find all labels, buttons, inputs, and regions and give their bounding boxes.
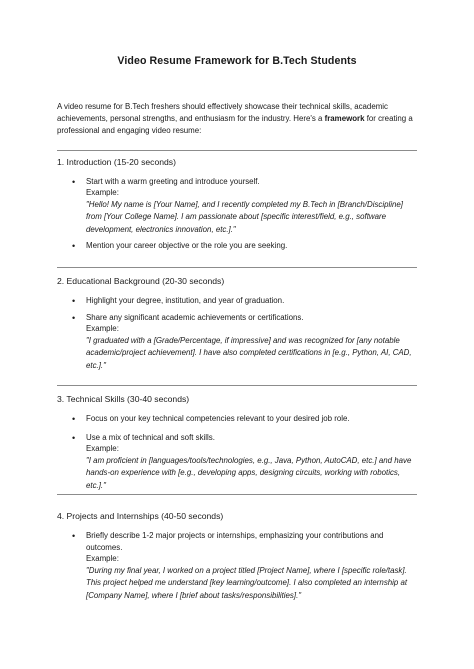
example-quote: "Hello! My name is [Your Name], and I recently completed my B.Tech in [Branch/Discipline] from [Your College Name]. I am passionate about [specific interest/field, e.g., software development, electronics innovation, etc.]." [86, 200, 403, 234]
bullet-icon: • [72, 433, 76, 443]
example-label: Example: [86, 444, 119, 453]
bullet-icon: • [72, 531, 76, 541]
example-block [86, 323, 416, 372]
example-quote: "I graduated with a [Grade/Percentage, if impressive] and was recognized for [any notable academic/project achievement]. I have also completed certifications in [e.g., Python, AI, CAD, etc.]." [86, 336, 412, 370]
intro-bold-text: framework [324, 114, 365, 124]
bullet-icon: • [72, 241, 76, 251]
list-item: Use a mix of technical and soft skills. [86, 433, 215, 442]
example-label: Example: [86, 324, 119, 333]
example-quote: "During my final year, I worked on a project titled [Project Name], where I [specific role/task]. This project helped me understand [key learning/outcome]. I also completed an internship at [Company Name], where I [brief about tasks/responsibilities]." [86, 566, 408, 600]
list-item: Mention your career objective or the role you are seeking. [86, 241, 288, 250]
example-quote: "I am proficient in [languages/tools/technologies, e.g., Java, Python, AutoCAD, etc.] and have hands-on experience with [e.g., developing apps, designing circuits, working with robotics, etc.]." [86, 456, 412, 490]
section-divider [57, 267, 417, 268]
bullet-icon: • [72, 296, 76, 306]
bullet-icon: • [72, 177, 76, 187]
section-heading-technical-skills: 3. Technical Skills (30-40 seconds) [57, 394, 190, 404]
bullet-icon: • [72, 414, 76, 424]
example-label: Example: [86, 554, 119, 563]
intro-paragraph [57, 101, 417, 138]
page-title: Video Resume Framework for B.Tech Students [117, 55, 357, 67]
intro-text: A video resume for B.Tech freshers should effectively showcase their technical skills, academic achievements, personal strengths, and enthusiasm for the industry. Here's a [57, 102, 388, 124]
list-item: Briefly describe 1-2 major projects or internships, emphasizing your contributions and outcomes. [86, 531, 384, 553]
intro-text-end: for creating a professional and engaging video resume: [57, 114, 413, 136]
list-item: Focus on your key technical competencies relevant to your desired job role. [86, 414, 350, 423]
bullet-icon: • [72, 313, 76, 323]
list-item: Share any significant academic achievements or certifications. [86, 313, 304, 322]
example-block [86, 553, 416, 602]
list-item: Highlight your degree, institution, and year of graduation. [86, 296, 285, 305]
list-item: Start with a warm greeting and introduce yourself. [86, 177, 260, 186]
section-divider [57, 385, 417, 386]
section-heading-projects: 4. Projects and Internships (40-50 seconds) [57, 511, 224, 521]
example-block [86, 443, 416, 492]
example-label: Example: [86, 188, 119, 197]
section-divider [57, 150, 417, 151]
example-block [86, 187, 416, 236]
section-divider [57, 494, 417, 495]
section-heading-introduction: 1. Introduction (15-20 seconds) [57, 157, 176, 167]
section-heading-education: 2. Educational Background (20-30 seconds) [57, 276, 225, 286]
